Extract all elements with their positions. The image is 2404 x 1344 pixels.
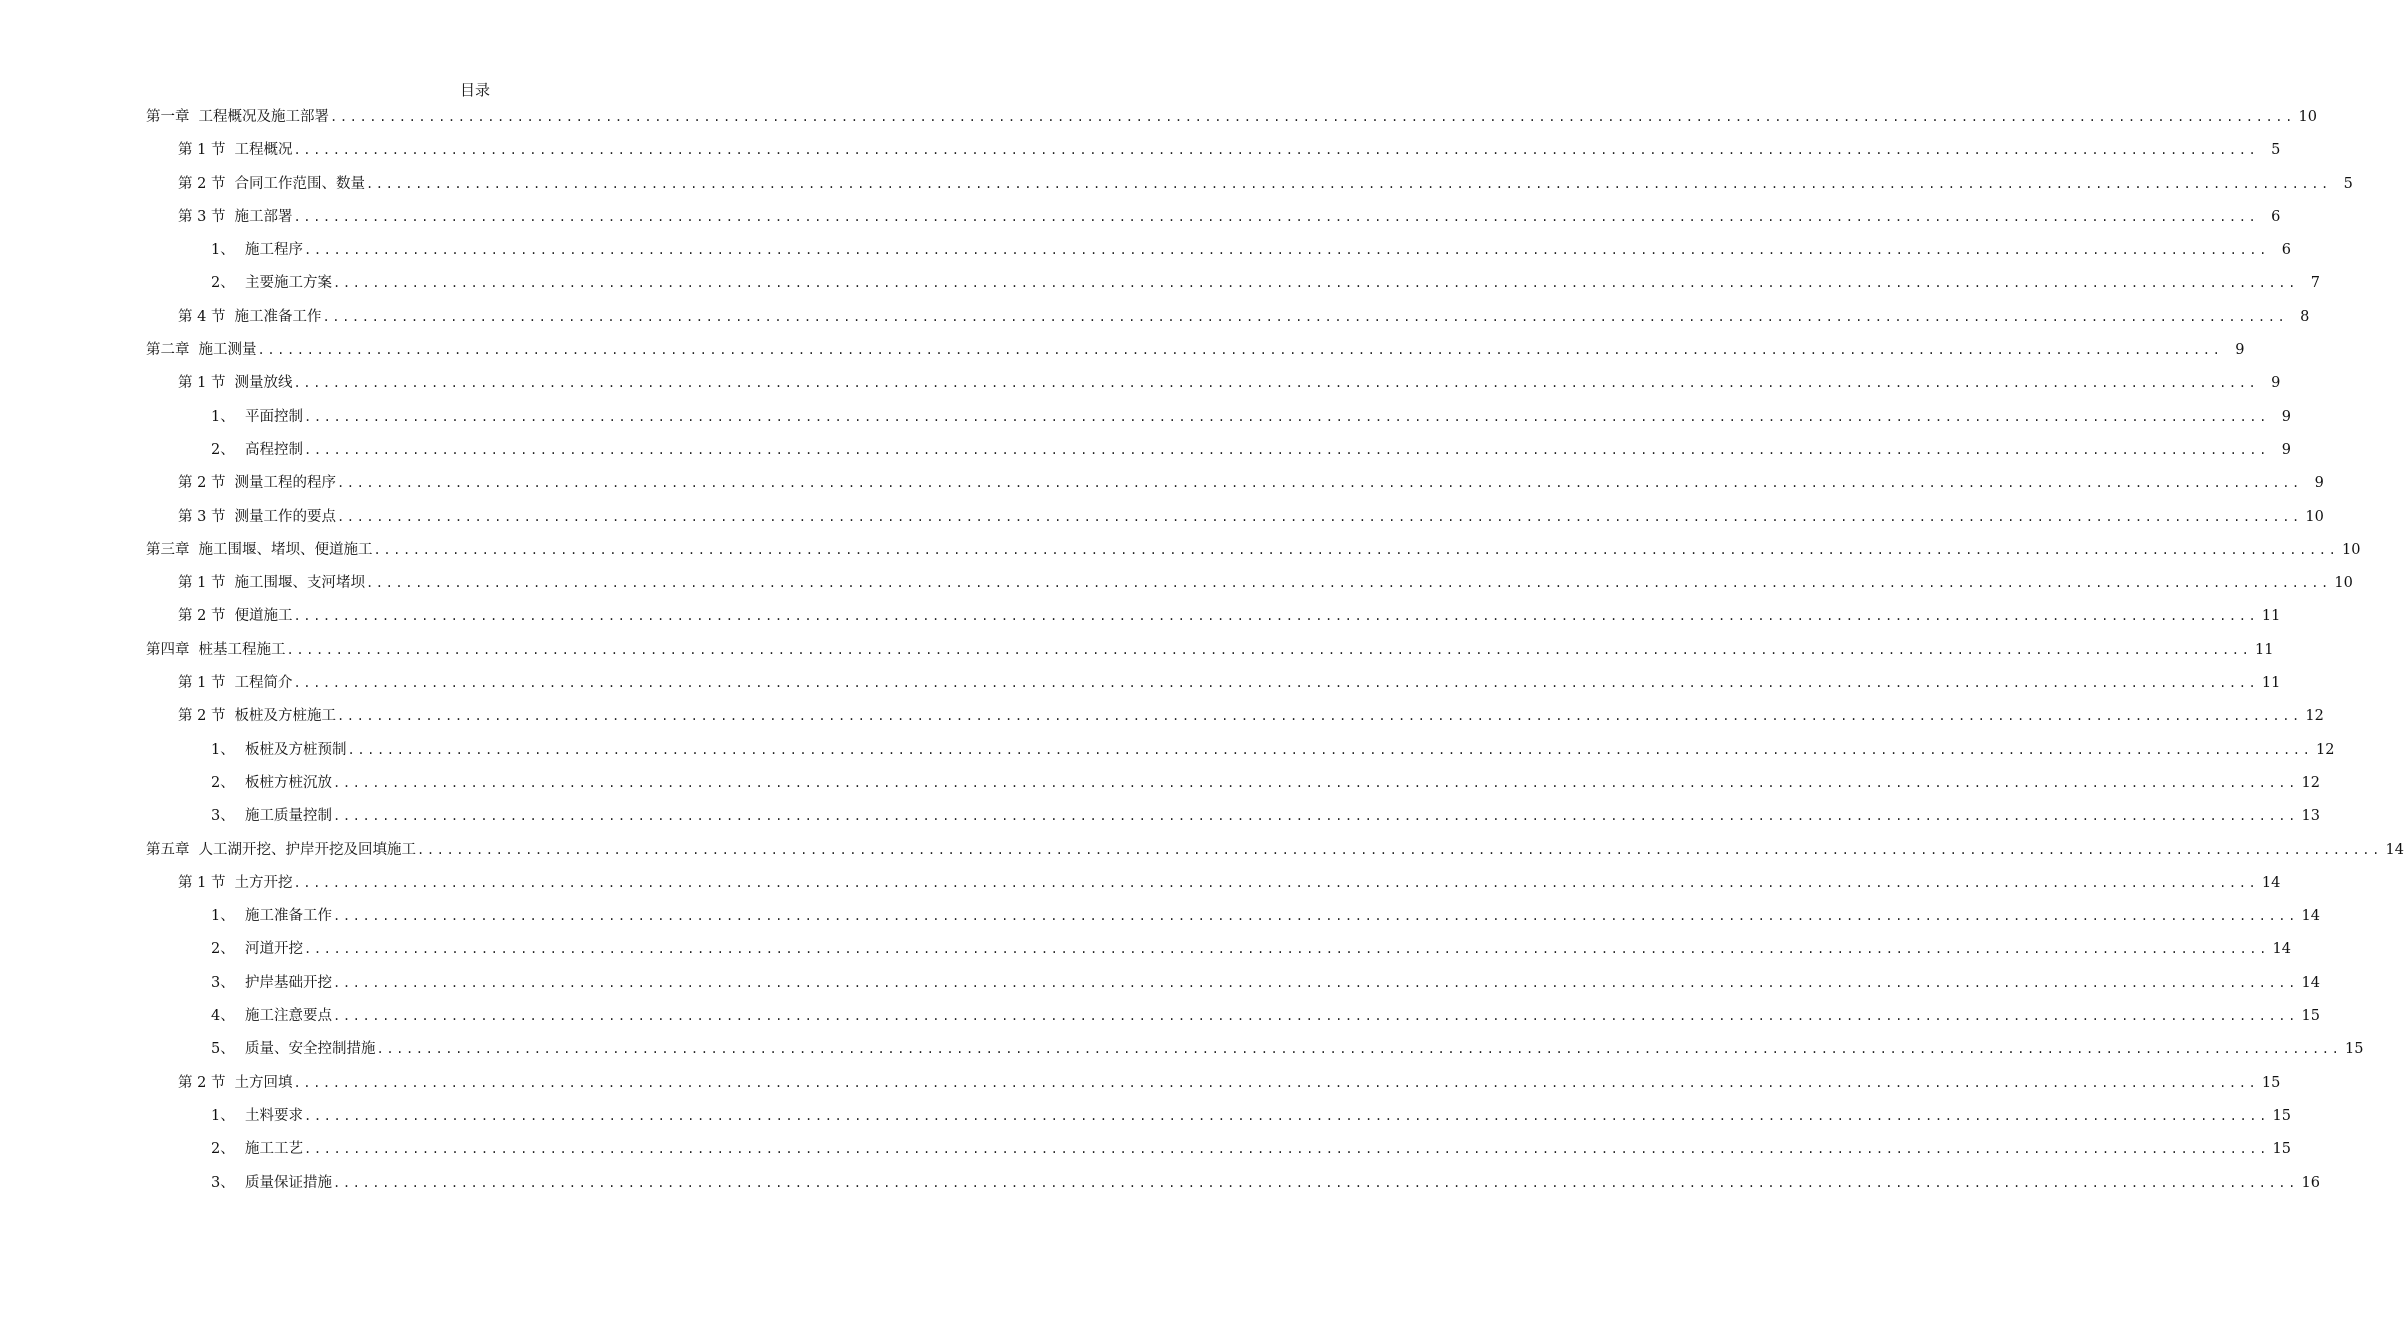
toc-leader-dots: ........................................................................................................................................................................................................ xyxy=(333,1175,2298,1190)
toc-entry-title: 护岸基础开挖 xyxy=(245,974,332,991)
toc-entry-page: 5 xyxy=(2271,142,2281,159)
toc-entry-page: 8 xyxy=(2300,308,2310,325)
toc-leader-dots: ........................................................................................................................................................................................................ xyxy=(293,376,2259,391)
toc-entry-title: 施工工艺 xyxy=(245,1141,303,1158)
toc-entry-title: 测量工作的要点 xyxy=(234,508,336,525)
toc-entry-number: 第一章 xyxy=(146,109,190,125)
toc-leader-dots: ........................................................................................................................................................................................................ xyxy=(333,775,2298,790)
toc-entry-number: 3、 xyxy=(211,974,235,991)
toc-entry-page: 10 xyxy=(2334,575,2353,592)
toc-entry-page: 14 xyxy=(2385,841,2404,858)
toc-entry[interactable] xyxy=(0,273,2320,306)
toc-entry[interactable] xyxy=(0,307,2310,340)
toc-entry-page: 10 xyxy=(2341,541,2361,558)
toc-entry-page: 12 xyxy=(2301,774,2320,791)
toc-leader-dots: ........................................................................................................................................................................................................ xyxy=(333,809,2298,824)
toc-entry[interactable] xyxy=(0,473,2324,506)
toc-entry-page: 15 xyxy=(2261,1074,2281,1091)
toc-entry-title: 河道开挖 xyxy=(245,941,303,958)
page-title: 目录 xyxy=(459,81,490,99)
toc-entry[interactable] xyxy=(0,606,2281,639)
toc-entry-title: 桩基工程施工 xyxy=(198,641,286,658)
toc-leader-dots: ........................................................................................................................................................................................................ xyxy=(257,343,2223,358)
toc-entry-title: 工程概况 xyxy=(234,142,293,159)
toc-entry-title: 施工准备工作 xyxy=(234,308,322,325)
toc-entry-number: 第 2 节 xyxy=(178,608,226,625)
toc-leader-dots: ........................................................................................................................................................................................................ xyxy=(365,576,2331,591)
toc-entry-title: 便道施工 xyxy=(234,608,293,625)
toc-entry-number: 第 2 节 xyxy=(178,1074,226,1091)
toc-leader-dots: ........................................................................................................................................................................................................ xyxy=(322,309,2288,324)
toc-entry[interactable] xyxy=(0,107,2317,140)
toc-entry-title: 质量保证措施 xyxy=(245,1174,332,1191)
toc-entry-page: 6 xyxy=(2281,242,2291,259)
toc-entry-title: 主要施工方案 xyxy=(245,275,332,292)
toc-entry-number: 2、 xyxy=(211,774,235,791)
toc-leader-dots: ........................................................................................................................................................................................................ xyxy=(373,542,2339,557)
toc-entry[interactable] xyxy=(0,207,2281,240)
toc-entry-title: 施工部署 xyxy=(234,208,293,225)
toc-entry-title: 板桩及方桩施工 xyxy=(234,708,336,725)
toc-entry-title: 施工测量 xyxy=(198,342,257,359)
toc-entry[interactable] xyxy=(0,340,2245,373)
toc-entry-number: 3、 xyxy=(211,1174,235,1191)
toc-entry[interactable] xyxy=(0,973,2320,1006)
toc-entry[interactable] xyxy=(0,640,2274,673)
toc-entry-page: 9 xyxy=(2271,375,2281,392)
toc-leader-dots: ........................................................................................................................................................................................................ xyxy=(336,509,2302,524)
toc-leader-dots: ........................................................................................................................................................................................................ xyxy=(376,1042,2342,1057)
toc-entry[interactable] xyxy=(0,373,2281,406)
toc-entry-number: 2、 xyxy=(211,941,235,958)
toc-entry[interactable] xyxy=(0,806,2320,839)
toc-entry-number: 2、 xyxy=(211,1141,235,1158)
toc-entry-page: 9 xyxy=(2235,342,2245,359)
toc-leader-dots: ........................................................................................................................................................................................................ xyxy=(336,709,2302,724)
toc-entry-page: 10 xyxy=(2305,508,2324,525)
toc-entry-number: 1、 xyxy=(211,408,235,425)
toc-entry-title: 施工注意要点 xyxy=(245,1008,332,1025)
toc-entry-page: 7 xyxy=(2310,275,2320,292)
toc-entry-page: 10 xyxy=(2298,109,2317,125)
toc-entry-title: 板桩及方桩预制 xyxy=(245,741,347,758)
toc-entry-page: 11 xyxy=(2261,675,2281,692)
toc-entry[interactable] xyxy=(0,1173,2320,1206)
toc-leader-dots: ........................................................................................................................................................................................................ xyxy=(293,1075,2259,1090)
toc-entry-page: 15 xyxy=(2301,1008,2320,1025)
toc-entry-title: 平面控制 xyxy=(245,408,303,425)
toc-entry-number: 第 2 节 xyxy=(178,475,226,492)
toc-entry[interactable] xyxy=(0,740,2335,773)
toc-entry[interactable] xyxy=(0,1139,2291,1172)
toc-entry-title: 工程概况及施工部署 xyxy=(198,109,329,125)
toc-entry-title: 板桩方桩沉放 xyxy=(245,774,332,791)
toc-leader-dots: ........................................................................................................................................................................................................ xyxy=(304,442,2269,457)
toc-leader-dots: ........................................................................................................................................................................................................ xyxy=(333,975,2298,990)
toc-entry-number: 1、 xyxy=(211,908,235,925)
toc-leader-dots: ........................................................................................................................................................................................................ xyxy=(333,1009,2298,1024)
toc-entry-page: 15 xyxy=(2272,1141,2291,1158)
toc-entry-number: 第 2 节 xyxy=(178,708,226,725)
toc-entry-page: 9 xyxy=(2281,408,2291,425)
toc-entry-number: 5、 xyxy=(211,1041,235,1058)
toc-leader-dots: ........................................................................................................................................................................................................ xyxy=(417,842,2382,857)
toc-entry-number: 第五章 xyxy=(146,841,190,858)
toc-entry-number: 第二章 xyxy=(146,342,190,359)
toc-entry-number: 1、 xyxy=(211,741,235,758)
toc-entry-title: 人工湖开挖、护岸开挖及回填施工 xyxy=(198,841,416,858)
toc-entry-number: 2、 xyxy=(211,441,235,458)
toc-leader-dots: ........................................................................................................................................................................................................ xyxy=(286,642,2252,657)
toc-entry[interactable] xyxy=(0,1073,2281,1106)
toc-leader-dots: ........................................................................................................................................................................................................ xyxy=(333,276,2298,291)
toc-entry[interactable] xyxy=(0,440,2291,473)
toc-leader-dots: ........................................................................................................................................................................................................ xyxy=(293,609,2259,624)
toc-entry[interactable] xyxy=(0,407,2291,440)
toc-entry-page: 14 xyxy=(2272,941,2291,958)
toc-entry-page: 13 xyxy=(2301,808,2320,825)
toc-leader-dots: ........................................................................................................................................................................................................ xyxy=(304,942,2269,957)
toc-entry-title: 施工准备工作 xyxy=(245,908,332,925)
toc-entry[interactable] xyxy=(0,1006,2320,1039)
toc-entry-title: 质量、安全控制措施 xyxy=(245,1041,376,1058)
toc-leader-dots: ........................................................................................................................................................................................................ xyxy=(333,909,2298,924)
toc-entry-number: 第四章 xyxy=(146,641,190,658)
toc-entry-title: 施工围堰、堵坝、便道施工 xyxy=(198,541,373,558)
toc-entry[interactable] xyxy=(0,840,2404,873)
toc-entry-number: 第 1 节 xyxy=(178,575,226,592)
toc-leader-dots: ........................................................................................................................................................................................................ xyxy=(347,742,2313,757)
toc-entry[interactable] xyxy=(0,507,2324,540)
toc-leader-dots: ........................................................................................................................................................................................................ xyxy=(293,875,2259,890)
toc-entry-page: 12 xyxy=(2315,741,2335,758)
toc-entry-title: 施工程序 xyxy=(245,242,303,259)
toc-entry-number: 第 1 节 xyxy=(178,874,226,891)
toc-entry-number: 第 2 节 xyxy=(178,175,226,192)
toc-leader-dots: ........................................................................................................................................................................................................ xyxy=(304,1142,2269,1157)
toc-entry[interactable] xyxy=(0,1039,2364,1072)
toc-leader-dots: ........................................................................................................................................................................................................ xyxy=(304,409,2269,424)
toc-leader-dots: ........................................................................................................................................................................................................ xyxy=(365,176,2331,191)
toc-entry[interactable] xyxy=(0,939,2291,972)
toc-entry-number: 2、 xyxy=(211,275,235,292)
toc-entry-number: 第 3 节 xyxy=(178,508,226,525)
toc-entry-page: 11 xyxy=(2261,608,2281,625)
toc-leader-dots: ........................................................................................................................................................................................................ xyxy=(330,110,2295,124)
toc-entry-page: 11 xyxy=(2254,641,2274,658)
toc-entry-title: 高程控制 xyxy=(245,441,303,458)
toc-entry-page: 9 xyxy=(2314,475,2324,492)
toc-entry[interactable] xyxy=(0,573,2353,606)
toc-leader-dots: ........................................................................................................................................................................................................ xyxy=(304,1108,2269,1123)
toc-entry-number: 4、 xyxy=(211,1008,235,1025)
toc-entry-title: 土料要求 xyxy=(245,1107,303,1124)
toc-entry-title: 合同工作范围、数量 xyxy=(234,175,365,192)
toc-leader-dots: ........................................................................................................................................................................................................ xyxy=(293,676,2259,691)
toc-entry[interactable] xyxy=(0,673,2281,706)
table-of-contents xyxy=(0,107,2404,1206)
toc-entry[interactable] xyxy=(0,140,2281,173)
toc-entry-page: 12 xyxy=(2305,708,2324,725)
toc-leader-dots: ........................................................................................................................................................................................................ xyxy=(293,209,2259,224)
toc-entry[interactable] xyxy=(0,873,2281,906)
toc-entry-title: 工程简介 xyxy=(234,675,293,692)
toc-entry-page: 16 xyxy=(2301,1174,2320,1191)
toc-entry-number: 1、 xyxy=(211,242,235,259)
toc-entry-page: 14 xyxy=(2301,974,2320,991)
toc-entry-title: 测量工程的程序 xyxy=(234,475,336,492)
toc-entry-page: 15 xyxy=(2344,1041,2364,1058)
toc-entry-number: 3、 xyxy=(211,808,235,825)
toc-entry[interactable] xyxy=(0,706,2324,739)
toc-entry-title: 土方回填 xyxy=(234,1074,293,1091)
toc-entry-number: 第 3 节 xyxy=(178,208,226,225)
toc-entry[interactable] xyxy=(0,240,2291,273)
toc-entry-number: 第 1 节 xyxy=(178,675,226,692)
toc-entry-title: 施工围堰、支河堵坝 xyxy=(234,575,365,592)
toc-leader-dots: ........................................................................................................................................................................................................ xyxy=(293,143,2259,158)
toc-entry-page: 15 xyxy=(2272,1107,2291,1124)
toc-entry-number: 第 1 节 xyxy=(178,375,226,392)
toc-entry[interactable] xyxy=(0,174,2353,207)
toc-entry-page: 14 xyxy=(2261,874,2281,891)
toc-entry-page: 9 xyxy=(2281,441,2291,458)
toc-entry[interactable] xyxy=(0,540,2361,573)
toc-leader-dots: ........................................................................................................................................................................................................ xyxy=(304,243,2269,258)
toc-entry-number: 第 4 节 xyxy=(178,308,226,325)
toc-entry[interactable] xyxy=(0,906,2320,939)
toc-entry-title: 测量放线 xyxy=(234,375,293,392)
toc-entry-title: 土方开挖 xyxy=(234,874,293,891)
toc-entry-page: 5 xyxy=(2343,175,2353,192)
toc-entry-page: 6 xyxy=(2271,208,2281,225)
toc-entry[interactable] xyxy=(0,1106,2291,1139)
toc-entry-page: 14 xyxy=(2301,908,2320,925)
toc-leader-dots: ........................................................................................................................................................................................................ xyxy=(336,476,2302,491)
toc-entry-number: 第 1 节 xyxy=(178,142,226,159)
toc-entry-number: 第三章 xyxy=(146,541,190,558)
toc-entry[interactable] xyxy=(0,773,2320,806)
toc-entry-number: 1、 xyxy=(211,1107,235,1124)
toc-entry-title: 施工质量控制 xyxy=(245,808,332,825)
